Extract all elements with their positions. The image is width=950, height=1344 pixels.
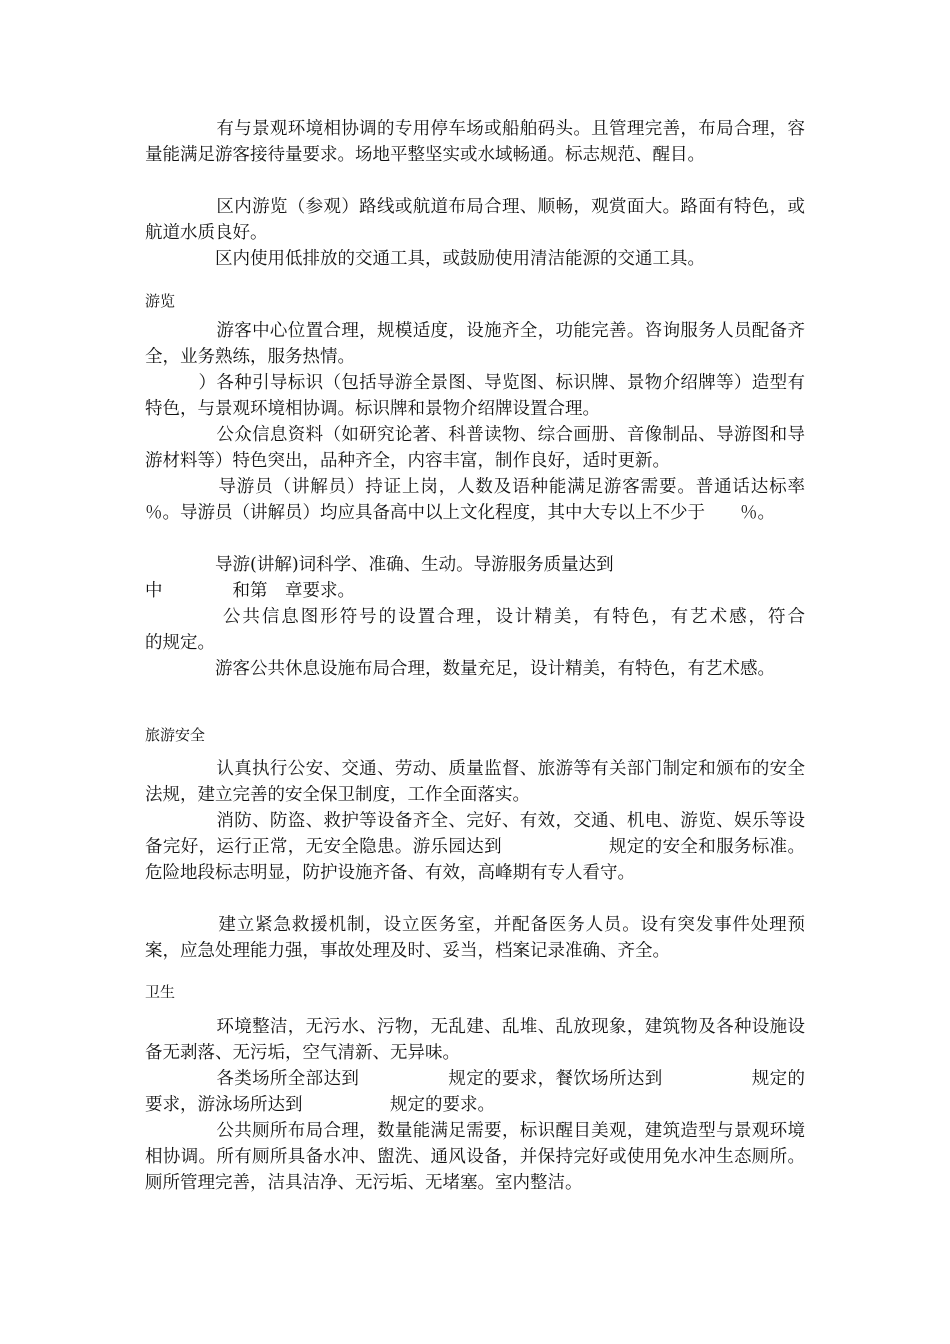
paragraph-signage: ）各种引导标识（包括导游全景图、导览图、标识牌、景物介绍牌等）造型有特色，与景观环境相协调。标识牌和景物介绍牌设置合理。 (145, 373, 805, 419)
paragraph-public-toilets: 公共厕所布局合理，数量能满足需要，标识醒目美观，建筑造型与景观环境相协调。所有厕所具备水冲、盥洗、通风设备，并保持完好或使用免水冲生态厕所。厕所管理完善，洁具洁净、无污垢、无堵塞。室内整洁。 (145, 1121, 805, 1193)
paragraph-rest-facilities: 游客公共休息设施布局合理，数量充足，设计精美，有特色，有艺术感。 (145, 659, 775, 679)
paragraph-safety-regulations: 认真执行公安、交通、劳动、质量监督、旅游等有关部门制定和颁布的安全法规，建立完善的安全保卫制度，工作全面落实。 (145, 759, 805, 805)
paragraph-low-emission-transport: 区内使用低排放的交通工具，或鼓励使用清洁能源的交通工具。 (145, 249, 705, 269)
paragraph-visitor-center: 游客中心位置合理，规模适度，设施齐全，功能完善。咨询服务人员配备齐全，业务熟练，服务热情。 (145, 321, 805, 367)
section-heading-sanitation: 卫生 (145, 983, 176, 1001)
section-heading-tour: 游览 (145, 292, 176, 310)
paragraph-graphic-symbols: 公共信息图形符号的设置合理，设计精美，有特色，有艺术感，符合 的规定。 (145, 607, 928, 653)
paragraph-tour-routes: 区内游览（参观）路线或航道布局合理、顺畅，观赏面大。路面有特色，或航道水质良好。 (145, 197, 805, 243)
paragraph-venue-standards: 各类场所全部达到 规定的要求，餐饮场所达到 规定的要求，游泳场所达到 规定的要求。 (145, 1069, 805, 1115)
paragraph-public-info: 公众信息资料（如研究论著、科普读物、综合画册、音像制品、导游图和导游材料等）特色突出，品种齐全，内容丰富，制作良好，适时更新。 (145, 425, 805, 471)
paragraph-emergency-rescue: 建立紧急救援机制，设立医务室，并配备医务人员。设有突发事件处理预案，应急处理能力强，事故处理及时、妥当，档案记录准确、齐全。 (145, 915, 805, 961)
section-heading-safety: 旅游安全 (145, 726, 206, 744)
paragraph-tour-guides: 导游员（讲解员）持证上岗，人数及语种能满足游客需要。普通话达标率 ％。导游员（讲解员）均应具备高中以上文化程度，其中大专以上不少于 ％。 (145, 477, 840, 523)
paragraph-parking: 有与景观环境相协调的专用停车场或船舶码头。且管理完善，布局合理，容量能满足游客接待量要求。场地平整坚实或水域畅通。标志规范、醒目。 (145, 119, 805, 165)
paragraph-safety-equipment: 消防、防盗、救护等设备齐全、完好、有效，交通、机电、游览、娱乐等设备完好，运行正常，无安全隐患。游乐园达到 规定的安全和服务标准。危险地段标志明显，防护设施齐备、有效，高峰期有专人看守。 (145, 811, 805, 883)
paragraph-environment-clean: 环境整洁，无污水、污物，无乱建、乱堆、乱放现象，建筑物及各种设施设备无剥落、无污垢，空气清新、无异味。 (145, 1017, 805, 1063)
paragraph-guide-commentary: 导游(讲解)词科学、准确、生动。导游服务质量达到 中 和第 章要求。 (145, 555, 614, 601)
